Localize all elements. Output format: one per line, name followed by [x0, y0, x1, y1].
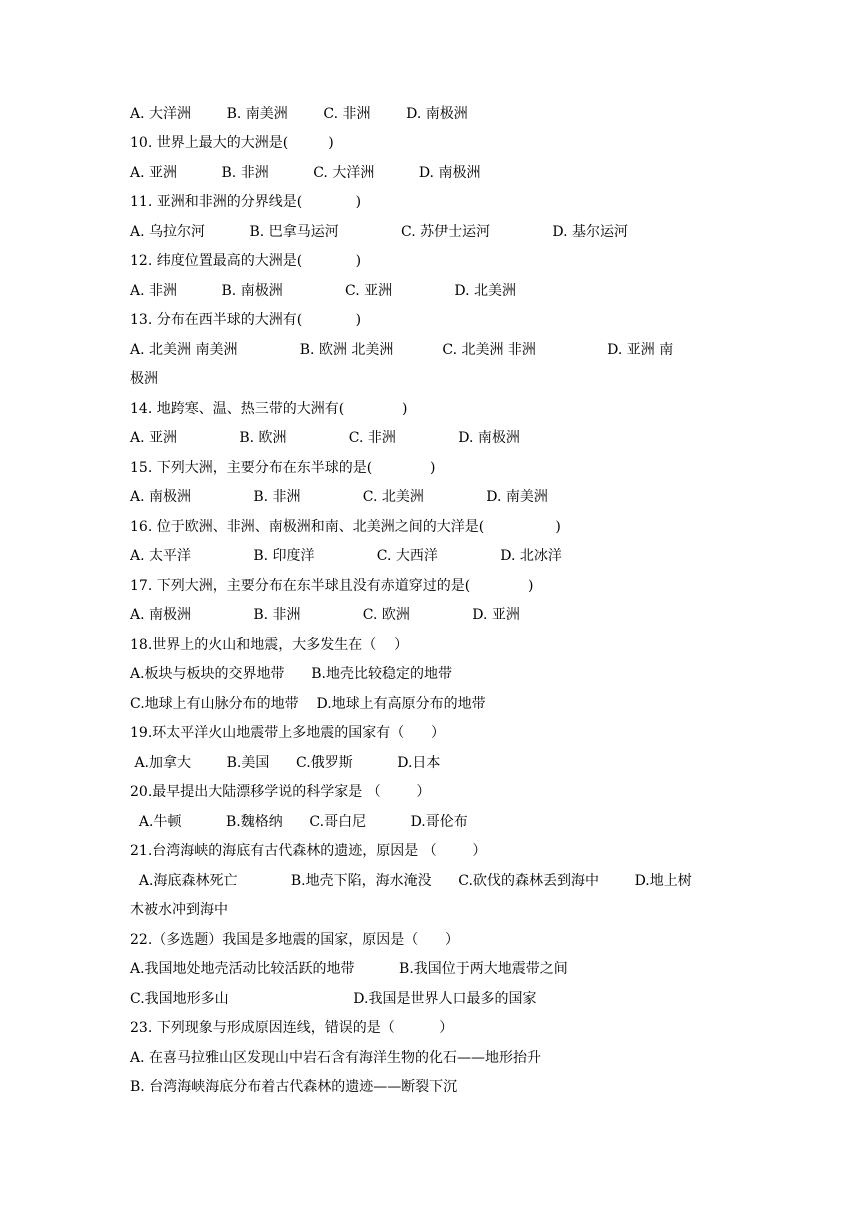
q23-option-b: B. 台湾海峡海底分布着古代森林的遗迹——断裂下沉	[130, 1079, 458, 1095]
q17-question: 17. 下列大洲，主要分布在东半球且没有赤道穿过的是( )	[130, 578, 534, 594]
q23-option-a: A. 在喜马拉雅山区发现山中岩石含有海洋生物的化石——地形抬升	[130, 1050, 542, 1066]
q19-options: A.加拿大 B.美国 C.俄罗斯 D.日本	[130, 755, 441, 771]
q16-options: A. 太平洋 B. 印度洋 C. 大西洋 D. 北冰洋	[130, 548, 562, 564]
q10-options: A. 亚洲 B. 非洲 C. 大洋洲 D. 南极洲	[130, 165, 481, 181]
q10-question: 10. 世界上最大的大洲是( )	[130, 135, 334, 151]
q18-options-ab: A.板块与板块的交界地带 B.地壳比较稳定的地带	[130, 666, 452, 682]
q18-options-cd: C.地球上有山脉分布的地带 D.地球上有高原分布的地带	[130, 696, 486, 712]
q21-options: A.海底森林死亡 B.地壳下陷，海水淹没 C.砍伐的森林丢到海中 D.地上树	[130, 873, 692, 889]
q20-question: 20.最早提出大陆漂移学说的科学家是 （ ）	[130, 784, 431, 800]
q13-question: 13. 分布在西半球的大洲有( )	[130, 312, 362, 328]
q13-options-continued: 极洲	[130, 371, 158, 387]
q22-options-ab: A.我国地处地壳活动比较活跃的地带 B.我国位于两大地震带之间	[130, 961, 568, 977]
q23-question: 23. 下列现象与形成原因连线，错误的是（ ）	[130, 1020, 454, 1036]
q9-options: A. 大洋洲 B. 南美洲 C. 非洲 D. 南极洲	[130, 106, 468, 122]
q21-options-continued: 木被水冲到海中	[130, 902, 228, 918]
q13-options: A. 北美洲 南美洲 B. 欧洲 北美洲 C. 北美洲 非洲 D. 亚洲 南	[130, 342, 674, 358]
q11-options: A. 乌拉尔河 B. 巴拿马运河 C. 苏伊士运河 D. 基尔运河	[130, 224, 629, 240]
q11-question: 11. 亚洲和非洲的分界线是( )	[130, 194, 362, 210]
q19-question: 19.环太平洋火山地震带上多地震的国家有（ ）	[130, 725, 445, 741]
q20-options: A.牛顿 B.魏格纳 C.哥白尼 D.哥伦布	[130, 814, 468, 830]
q17-options: A. 南极洲 B. 非洲 C. 欧洲 D. 亚洲	[130, 607, 520, 623]
q21-question: 21.台湾海峡的海底有古代森林的遗迹，原因是 （ ）	[130, 843, 487, 859]
q22-question: 22.（多选题）我国是多地震的国家，原因是（ ）	[130, 932, 459, 948]
q22-options-cd: C.我国地形多山 D.我国是世界人口最多的国家	[130, 991, 537, 1007]
q12-question: 12. 纬度位置最高的大洲是( )	[130, 253, 362, 269]
q18-question: 18.世界上的火山和地震，大多发生在（ ）	[130, 637, 409, 653]
q15-question: 15. 下列大洲，主要分布在东半球的是( )	[130, 460, 436, 476]
q12-options: A. 非洲 B. 南极洲 C. 亚洲 D. 北美洲	[130, 283, 517, 299]
q15-options: A. 南极洲 B. 非洲 C. 北美洲 D. 南美洲	[130, 489, 548, 505]
q16-question: 16. 位于欧洲、非洲、南极洲和南、北美洲之间的大洋是( )	[130, 519, 561, 535]
q14-question: 14. 地跨寒、温、热三带的大洲有( )	[130, 401, 408, 417]
q14-options: A. 亚洲 B. 欧洲 C. 非洲 D. 南极洲	[130, 430, 520, 446]
